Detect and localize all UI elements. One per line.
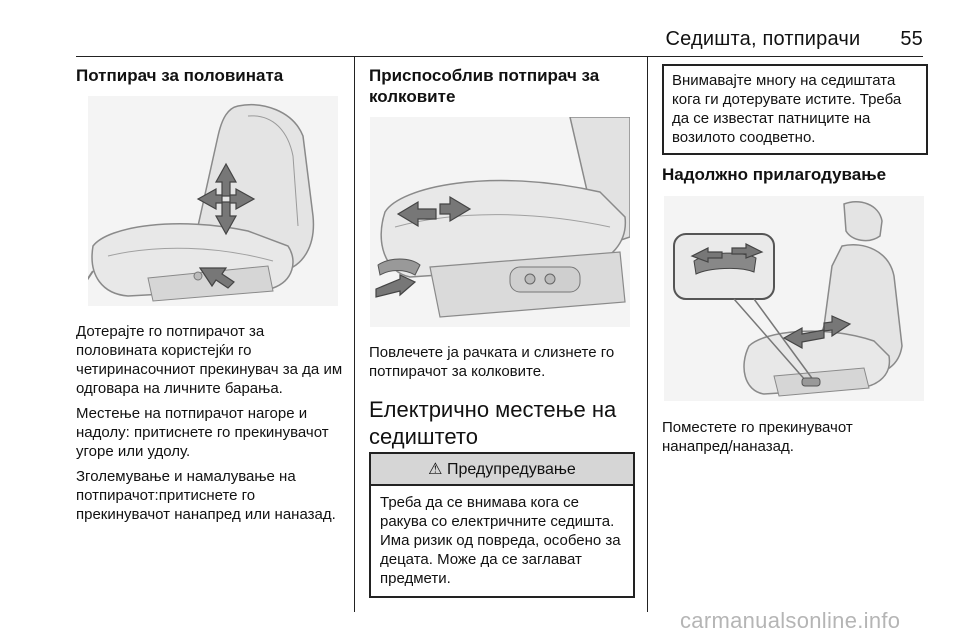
lumbar-paragraph-3: Зголемување и намалување на потпирачот:притиснете го прекинувачот нанапред или наназад.	[76, 468, 336, 523]
warning-text: Треба да се внимава кога се ракува со електричните седишта. Има ризик од повреда, особено за децата. Може да се заглават предмети.	[380, 494, 621, 587]
column-lumbar	[76, 57, 344, 86]
longitudinal-adjustment-illustration	[664, 196, 924, 401]
warning-header	[371, 454, 633, 486]
watermark: carmanualsonline.info	[680, 608, 901, 633]
power-seat-heading: Електрично местење на седиштето	[369, 397, 617, 449]
thigh-support-illustration	[370, 117, 630, 327]
longitudinal-text	[662, 418, 924, 456]
lumbar-heading: Потпирач за половината	[76, 66, 284, 85]
page-number: 55	[900, 28, 923, 50]
thigh-paragraph: Повлечете ја рачката и слизнете го потпирачот за колковите.	[369, 344, 615, 380]
note-text: Внимавајте многу на седиштата кога ги дотерувате истите. Треба да се известат патниците на возилото соодветно.	[672, 72, 902, 146]
thigh-text	[369, 343, 631, 450]
page-header	[665, 28, 923, 51]
lumbar-paragraph-1: Дотерајте го потпирачот за половината користејќи го четиринасочниот прекинувач за да им одговара на личните барања.	[76, 323, 343, 397]
page-title: Седишта, потпирачи	[665, 28, 861, 50]
note-box	[662, 64, 928, 155]
warning-triangle-icon: ⚠	[428, 461, 443, 478]
warning-box	[369, 452, 635, 598]
column-divider-2	[647, 57, 648, 612]
longitudinal-heading: Надолжно прилагодување	[662, 165, 887, 184]
column-divider-1	[354, 57, 355, 612]
lumbar-paragraph-2: Местење на потпирачот нагоре и надолу: притиснете го прекинувачот угоре или удолу.	[76, 405, 329, 460]
longitudinal-paragraph: Поместете го прекинувачот нанапред/наназад.	[662, 419, 853, 455]
lumbar-text	[76, 322, 344, 524]
column-thigh	[369, 57, 631, 107]
column-longitudinal	[662, 164, 924, 185]
lumbar-support-illustration	[88, 96, 338, 306]
thigh-heading: Приспособлив потпирач за колковите	[369, 66, 600, 106]
warning-title: Предупредување	[446, 461, 576, 478]
